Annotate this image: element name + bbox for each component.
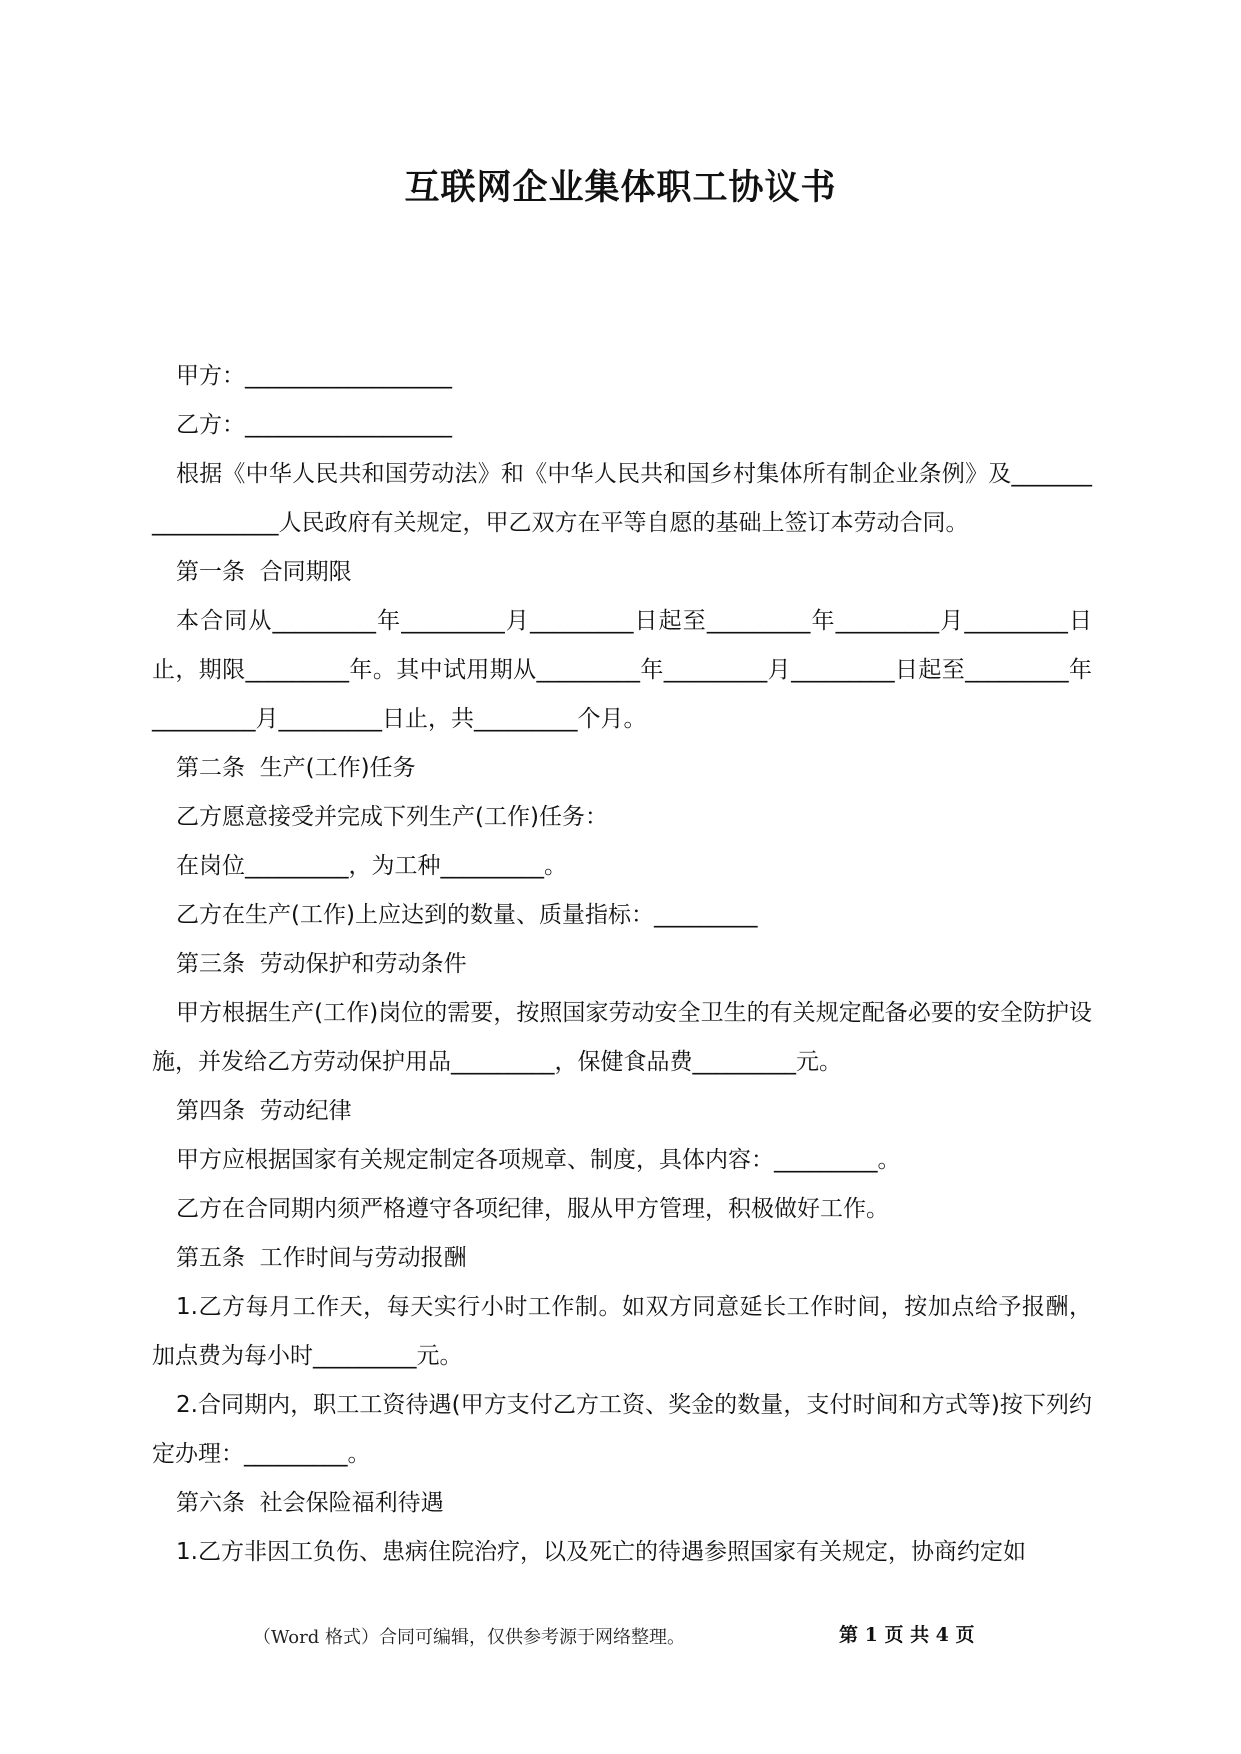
preamble-paragraph: 根据《中华人民共和国劳动法》和《中华人民共和国乡村集体所有制企业条例》及__________________人民政府有关规定，甲乙双方在平等自愿的基础上签订本劳动合同。 [152,461,1092,536]
article-4-content-2: 乙方在合同期内须严格遵守各项纪律，服从甲方管理，积极做好工作。 [176,1196,889,1222]
page-indicator: 第 1 页 共 4 页 [839,1624,975,1646]
footer-note: （Word 格式）合同可编辑，仅供参考源于网络整理。 [253,1627,685,1648]
article-2-content-1: 乙方愿意接受并完成下列生产(工作)任务： [176,804,608,830]
article-2-content-3: 乙方在生产(工作)上应达到的数量、质量指标：_________ [176,902,758,928]
party-b-line: 乙方：__________________ [176,412,452,438]
article-5-item-2: 2.合同期内，职工工资待遇(甲方支付乙方工资、奖金的数量，支付时间和方式等)按下列约定办理：_________。 [152,1392,1092,1467]
article-6-item-1: 1.乙方非因工负伤、患病住院治疗，以及死亡的待遇参照国家有关规定，协商约定如 [176,1539,1026,1565]
document-title: 互联网企业集体职工协议书 [404,168,837,208]
article-4-content-1: 甲方应根据国家有关规定制定各项规章、制度，具体内容：_________。 [176,1147,901,1173]
party-a-line: 甲方：__________________ [176,363,452,389]
article-6-heading: 第六条 社会保险福利待遇 [176,1490,444,1516]
article-3-content: 甲方根据生产(工作)岗位的需要，按照国家劳动安全卫生的有关规定配备必要的安全防护设施，并发给乙方劳动保护用品_________，保健食品费_________元。 [152,1000,1092,1075]
article-2-heading: 第二条 生产(工作)任务 [176,755,416,781]
article-2-content-2: 在岗位_________，为工种_________。 [176,853,567,879]
article-5-heading: 第五条 工作时间与劳动报酬 [176,1245,467,1271]
article-4-heading: 第四条 劳动纪律 [176,1098,352,1124]
article-5-item-1: 1.乙方每月工作天，每天实行小时工作制。如双方同意延长工作时间，按加点给予报酬，加点费为每小时_________元。 [152,1294,1092,1369]
article-1-content: 本合同从_________年_________月_________日起至_________年_________月_________日止，期限_________年。其中试用期从_________年_________月_________日起至_________年_________月_________日止，共_________个月。 [152,608,1092,732]
article-3-heading: 第三条 劳动保护和劳动条件 [176,951,467,977]
article-1-heading: 第一条 合同期限 [176,559,352,585]
document-body [152,352,1092,1577]
